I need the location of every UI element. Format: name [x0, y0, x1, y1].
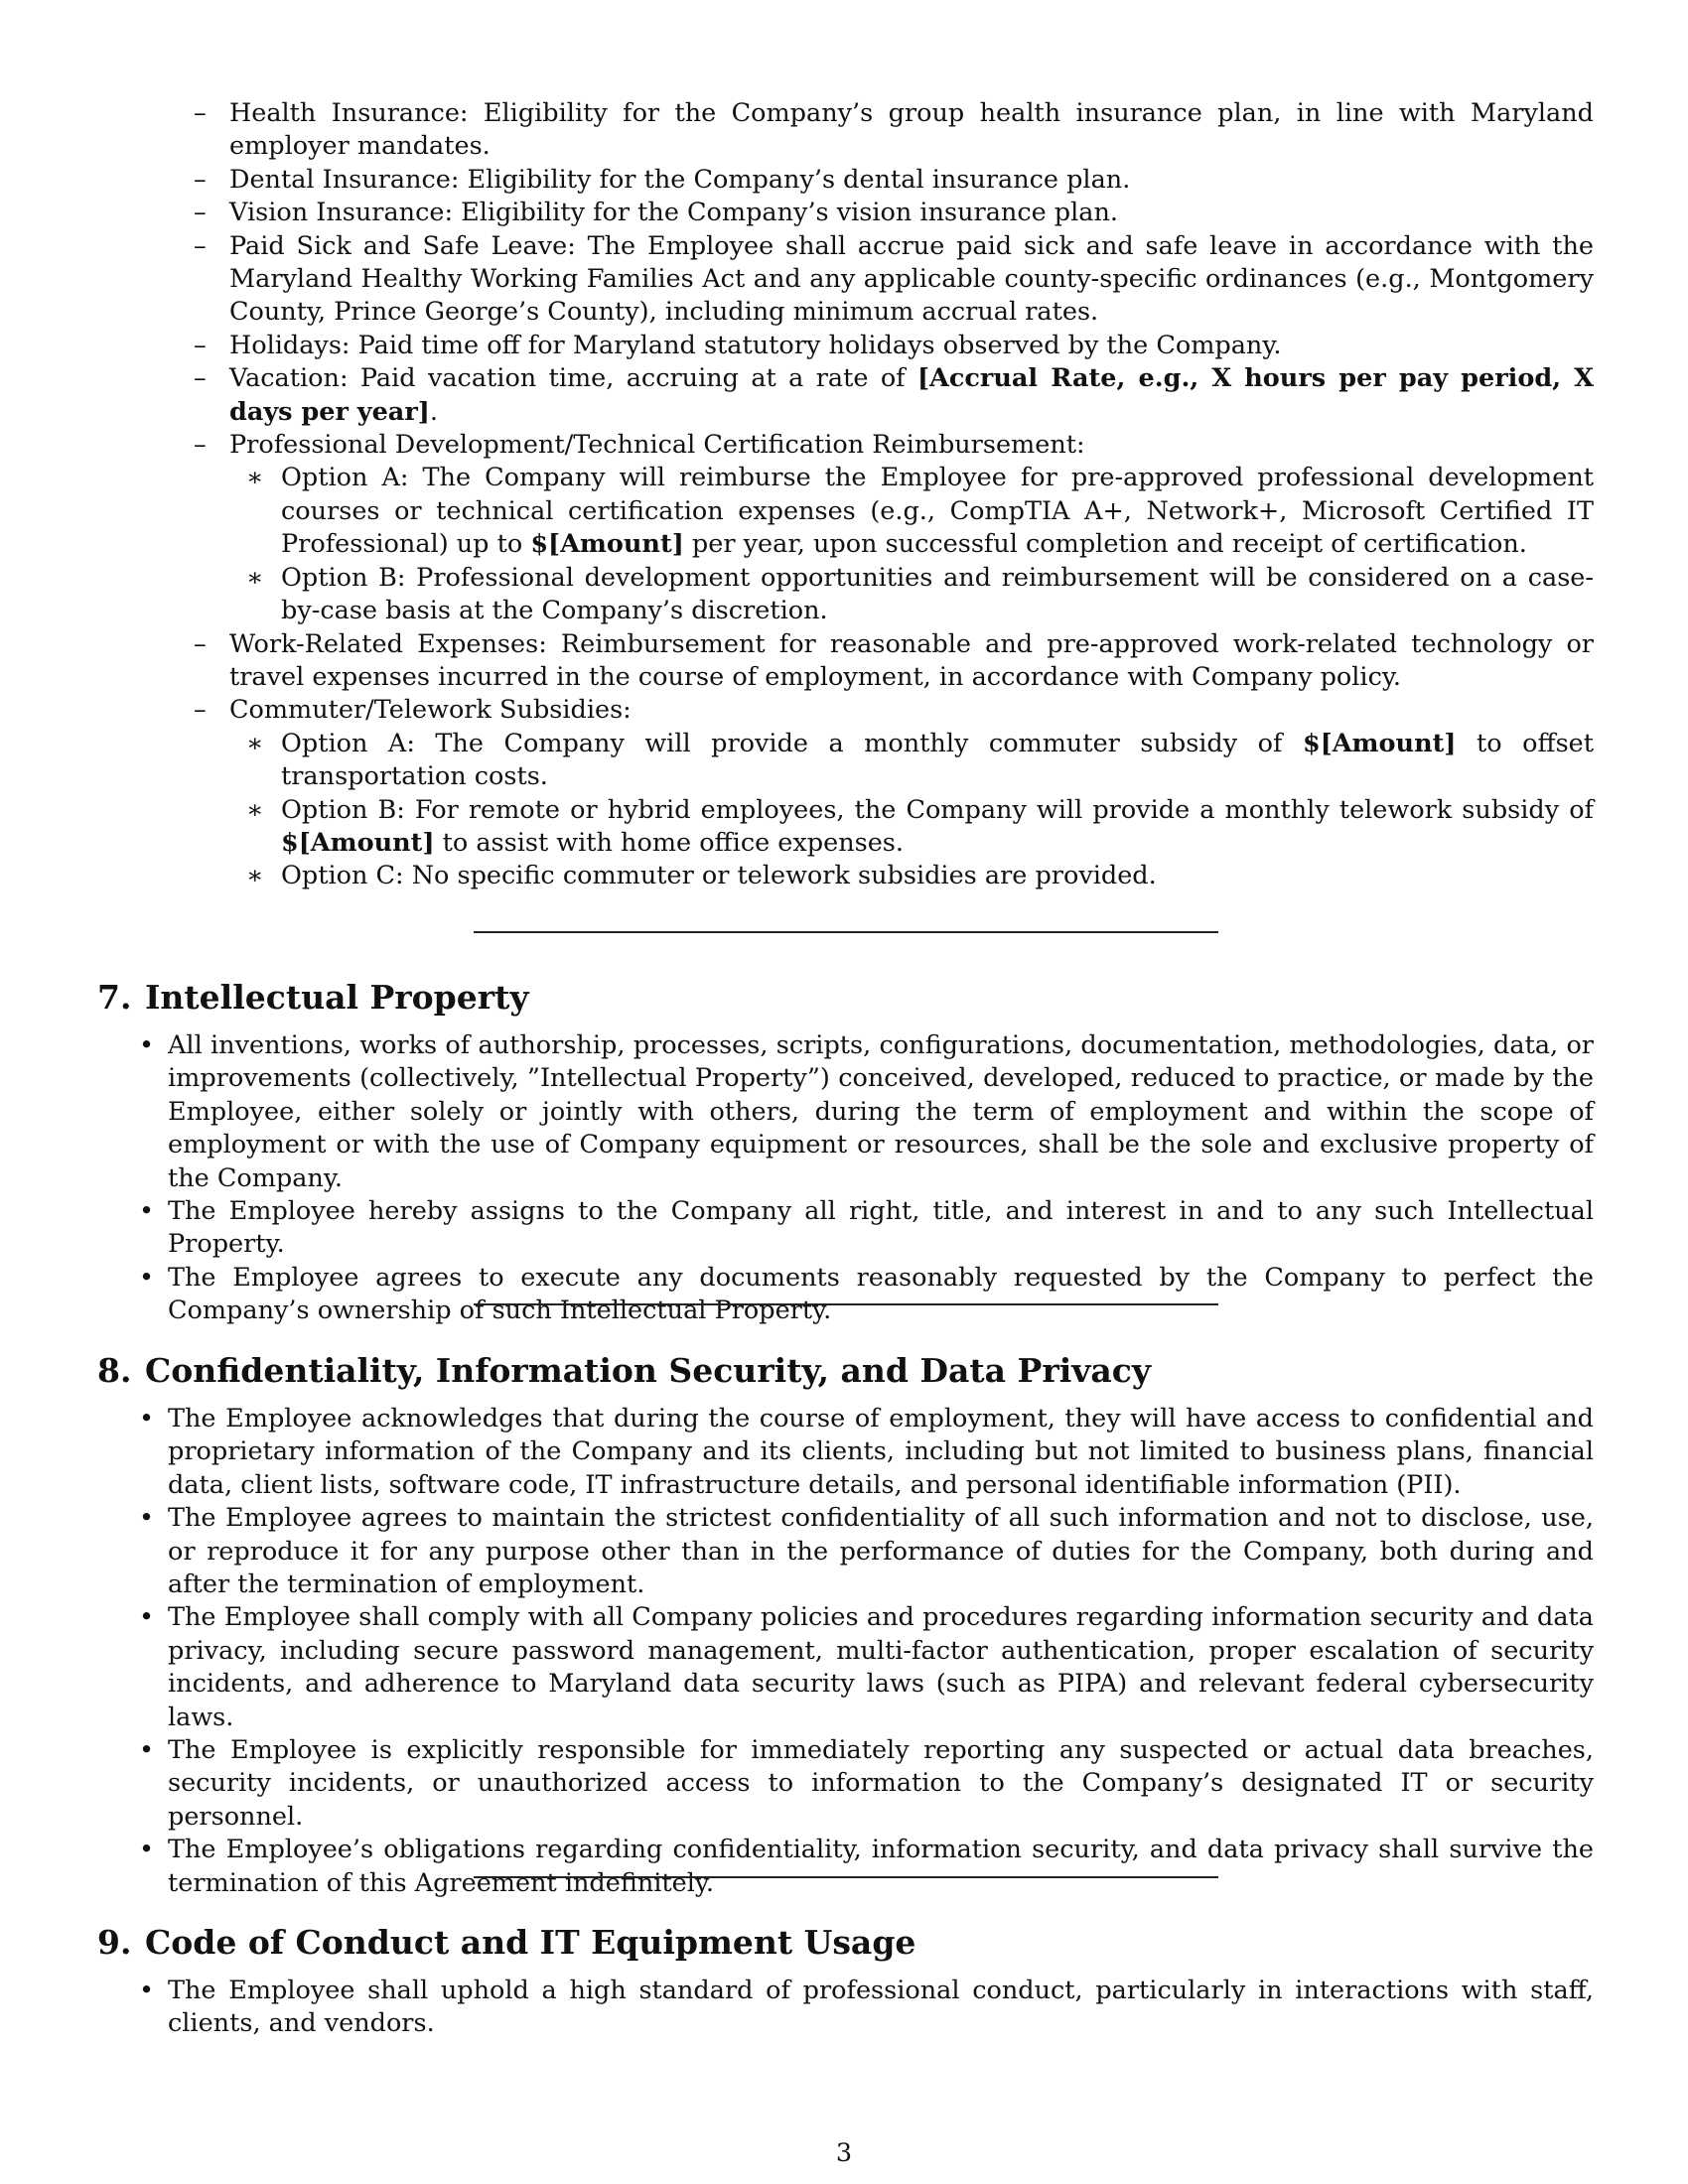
amount-placeholder: $[Amount] — [1302, 728, 1457, 758]
bullet-text: The Employee agrees to execute any documents reasonably requested by the Company to perfect the Company’s ownership of such Intellectual Property. — [168, 1262, 1594, 1326]
list-item — [139, 1195, 1594, 1262]
vacation-suffix: . — [429, 396, 438, 427]
benefit-item-vacation — [194, 362, 1594, 429]
dash-marker: – — [194, 164, 207, 195]
section-number: 9. — [97, 1923, 132, 1962]
bullet-text: The Employee hereby assigns to the Company all right, title, and interest in and to any such Intellectual Property. — [168, 1196, 1594, 1260]
amount-placeholder: $[Amount] — [530, 529, 684, 560]
benefit-text: Paid Sick and Safe Leave: The Employee shall accrue paid sick and safe leave in accordance with the Maryland Healthy Working Families Act and any applicable county-specific ordinances (e.g., Montgomery County, Prince George’s County), including minimum accrual rates. — [229, 230, 1594, 328]
benefit-item-vision — [194, 197, 1594, 229]
dash-marker: – — [194, 628, 207, 659]
section-7-bullets — [139, 1029, 1594, 1328]
list-item — [139, 1601, 1594, 1734]
option-b-text: Option B: Professional development opportunities and reimbursement will be considered on a case-by-case basis at the Company’s discretion. — [281, 562, 1594, 626]
commuter-heading: Commuter/Telework Subsidies: — [229, 695, 632, 726]
bullet-marker: • — [139, 1976, 155, 2005]
star-marker: ∗ — [246, 562, 264, 593]
bullet-text: All inventions, works of authorship, processes, scripts, configurations, documentation, methodologies, data, or improvements (collectively, ”Intellectual Property”) conceived, developed, reduced to practice, or made by the Employee, either solely or jointly with others, during the term of employment and within the scope of employment or with the use of Company equipment or resources, shall be the sole and exclusive property of the Company. — [168, 1030, 1594, 1193]
commuter-b-prefix: Option B: For remote or hybrid employees, the Company will provide a monthly telework subsidy of — [281, 794, 1594, 825]
dash-marker: – — [194, 198, 207, 228]
bullet-text: The Employee shall comply with all Company policies and procedures regarding information security and data privacy, including secure password management, multi-factor authentication, proper escalation of security incidents, and adherence to Maryland data security laws (such as PIPA) and relevant federal cybersecurity laws. — [168, 1602, 1594, 1732]
star-marker: ∗ — [246, 463, 264, 493]
star-marker: ∗ — [246, 861, 264, 891]
commuter-b-suffix: to assist with home office expenses. — [434, 827, 904, 858]
bullet-marker: • — [139, 1835, 155, 1865]
dash-marker: – — [194, 695, 207, 726]
star-marker: ∗ — [246, 794, 264, 825]
section-divider — [474, 1876, 1218, 1878]
option-a-prefix: Option A: The Company will reimburse the Employee for pre-approved professional development courses or technical certification expenses (e.g., CompTIA A+, Network+, Microsoft Certified IT Professional) up to — [281, 463, 1594, 560]
bullet-marker: • — [139, 1196, 155, 1227]
vacation-prefix: Vacation: Paid vacation time, accruing at a rate of — [229, 363, 917, 394]
bullet-marker: • — [139, 1262, 155, 1293]
commuter-c-text: Option C: No specific commuter or telework subsidies are provided. — [281, 861, 1157, 891]
amount-placeholder: $[Amount] — [281, 827, 435, 858]
prof-dev-heading: Professional Development/Technical Certification Reimbursement: — [229, 430, 1085, 461]
section-8-heading — [97, 1351, 1151, 1391]
commuter-option-a — [194, 728, 1594, 794]
bullet-marker: • — [139, 1030, 155, 1060]
commuter-a-prefix: Option A: The Company will provide a monthly commuter subsidy of — [281, 728, 1303, 758]
bullet-marker: • — [139, 1602, 155, 1633]
bullet-text: The Employee acknowledges that during the course of employment, they will have access to confidential and proprietary information of the Company and its clients, including but not limited to business plans, financial data, client lists, software code, IT infrastructure details, and personal identifiable information (PII). — [168, 1404, 1594, 1500]
benefit-text: Holidays: Paid time off for Maryland statutory holidays observed by the Company. — [229, 330, 1282, 360]
benefit-item-commuter — [194, 694, 1594, 727]
bullet-marker: • — [139, 1503, 155, 1534]
section-9-bullets — [139, 1975, 1594, 2041]
benefit-item-sick-leave — [194, 230, 1594, 330]
dash-marker: – — [194, 330, 207, 360]
section-divider — [474, 931, 1218, 933]
dash-marker: – — [194, 430, 207, 461]
work-expenses-text: Work-Related Expenses: Reimbursement for reasonable and pre-approved work-related technology or travel expenses incurred in the course of employment, in accordance with Company policy. — [229, 628, 1594, 692]
bullet-text: The Employee shall uphold a high standard of professional conduct, particularly in interactions with staff, clients, and vendors. — [168, 1976, 1594, 2039]
commuter-a-suffix: to offset transportation costs. — [281, 728, 1594, 792]
benefit-item-professional-development — [194, 429, 1594, 462]
option-a-suffix: per year, upon successful completion and receipt of certification. — [683, 529, 1527, 560]
bullet-text: The Employee agrees to maintain the strictest confidentiality of all such information and not to disclose, use, or reproduce it for any purpose other than in the performance of duties for the Company, both during and after the termination of employment. — [168, 1503, 1594, 1600]
commuter-option-c — [194, 860, 1594, 892]
section-number: 7. — [97, 978, 132, 1017]
list-item — [139, 1834, 1594, 1900]
section-title: Code of Conduct and IT Equipment Usage — [145, 1923, 916, 1962]
bullet-text: The Employee is explicitly responsible for immediately reporting any suspected or actual data breaches, security incidents, or unauthorized access to information to the Company’s designated IT or security personnel. — [168, 1735, 1594, 1832]
section-7-heading — [97, 978, 529, 1018]
commuter-option-b — [194, 794, 1594, 861]
prof-dev-option-a — [194, 462, 1594, 561]
section-8-bullets — [139, 1403, 1594, 1900]
section-9-heading — [97, 1923, 915, 1963]
page-number: 3 — [835, 2138, 853, 2168]
list-item — [139, 1403, 1594, 1502]
list-item — [139, 1975, 1594, 2041]
bullet-marker: • — [139, 1404, 155, 1433]
benefit-item-work-expenses — [194, 628, 1594, 695]
benefit-text: Dental Insurance: Eligibility for the Company’s dental insurance plan. — [229, 164, 1131, 195]
bullet-text: The Employee’s obligations regarding confidentiality, information security, and data privacy shall survive the termination of this Agreement indefinitely. — [168, 1835, 1594, 1898]
prof-dev-option-b — [194, 562, 1594, 628]
section-number: 8. — [97, 1351, 132, 1390]
list-item — [139, 1262, 1594, 1328]
vacation-placeholder: [Accrual Rate, e.g., X hours per pay period, X days per year] — [229, 363, 1594, 427]
dash-marker: – — [194, 98, 207, 128]
bullet-marker: • — [139, 1735, 155, 1766]
benefits-list — [194, 97, 1594, 893]
benefit-text: Vision Insurance: Eligibility for the Company’s vision insurance plan. — [229, 198, 1119, 228]
section-title: Confidentiality, Information Security, and Data Privacy — [145, 1351, 1152, 1390]
list-item — [139, 1734, 1594, 1834]
benefit-item-dental — [194, 164, 1594, 197]
star-marker: ∗ — [246, 728, 264, 758]
benefit-item-health — [194, 97, 1594, 164]
benefit-text: Health Insurance: Eligibility for the Company’s group health insurance plan, in line with Maryland employer mandates. — [229, 98, 1594, 162]
list-item — [139, 1502, 1594, 1601]
list-item — [139, 1029, 1594, 1195]
section-divider — [474, 1303, 1218, 1305]
dash-marker: – — [194, 230, 207, 261]
dash-marker: – — [194, 363, 207, 394]
benefit-item-holidays — [194, 330, 1594, 362]
section-title: Intellectual Property — [145, 978, 529, 1017]
